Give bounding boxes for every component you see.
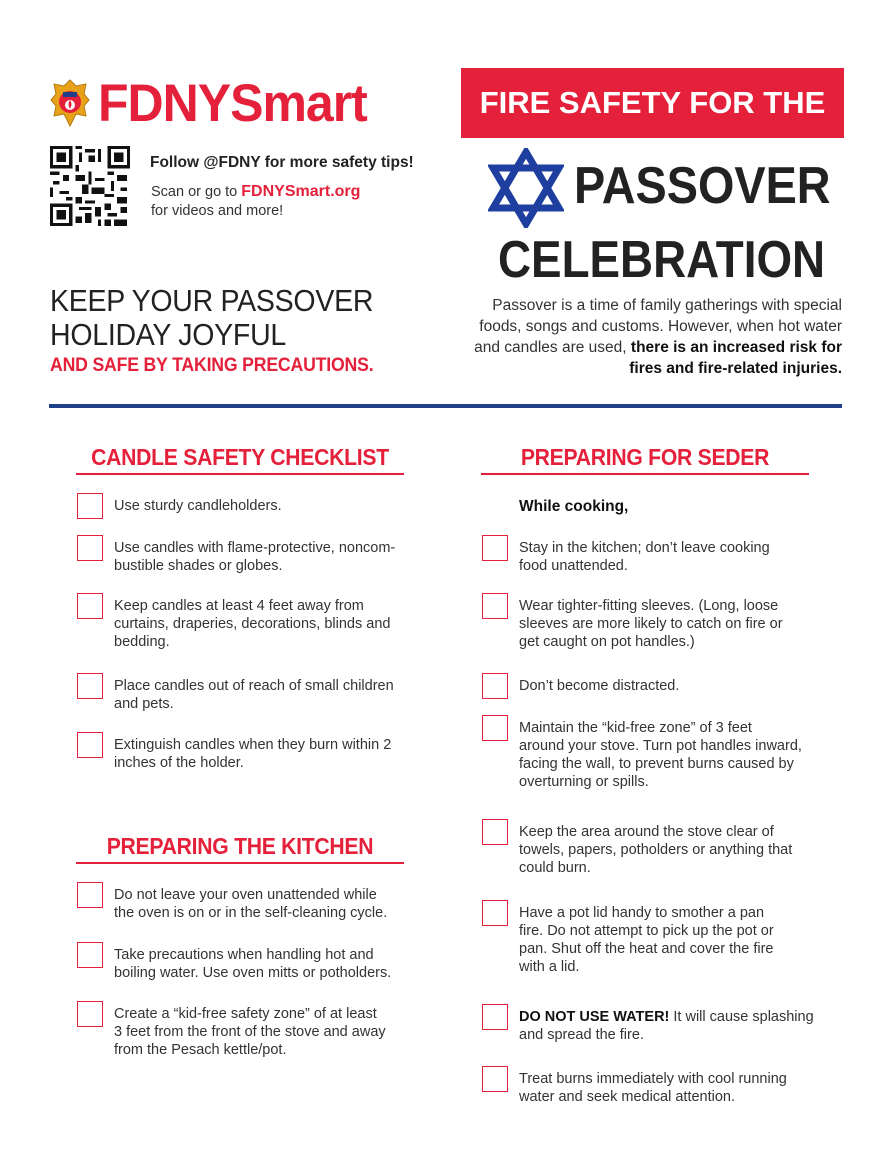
item-text: boiling water. Use oven mitts or potholders. xyxy=(114,965,392,981)
item-text: get caught on pot handles.) xyxy=(519,634,695,650)
scan-suffix: for videos and more! xyxy=(151,203,284,219)
intro-text: Passover is a time of family gatherings with special foods, songs and customs. However, when hot water and candles are used, xyxy=(474,297,842,356)
list-item xyxy=(77,539,395,575)
checkbox[interactable] xyxy=(482,1004,508,1030)
item-text: Keep candles at least 4 feet away from xyxy=(114,598,364,614)
item-text: Take precautions when handling hot and xyxy=(114,947,374,963)
item-text: around your stove. Turn pot handles inward, xyxy=(519,738,802,754)
list-item xyxy=(77,736,391,772)
item-text: bustible shades or globes. xyxy=(114,558,283,574)
list-item xyxy=(77,1005,386,1059)
list-item xyxy=(482,539,770,575)
item-text: Maintain the “kid-free zone” of 3 feet xyxy=(519,720,752,736)
list-item xyxy=(77,886,387,922)
checkbox[interactable] xyxy=(77,593,103,619)
checkbox[interactable] xyxy=(77,493,103,519)
checkbox[interactable] xyxy=(77,942,103,968)
title-passover: PASSOVER xyxy=(574,157,831,215)
qr-code-icon[interactable] xyxy=(50,146,130,226)
kitchen-heading-rule xyxy=(76,862,404,864)
keep-heading-line3: AND SAFE BY TAKING PRECAUTIONS. xyxy=(50,355,374,376)
item-text: Wear tighter-fitting sleeves. (Long, loose xyxy=(519,598,779,614)
follow-headline: Follow @FDNY for more safety tips! xyxy=(150,154,414,171)
item-text: water and seek medical attention. xyxy=(519,1089,736,1105)
section-divider xyxy=(49,404,842,408)
item-text: food unattended. xyxy=(519,558,628,574)
star-of-david-icon xyxy=(488,148,564,228)
item-text: Do not leave your oven unattended while xyxy=(114,887,377,903)
checkbox[interactable] xyxy=(482,715,508,741)
fdny-logo xyxy=(50,73,367,133)
item-text: Stay in the kitchen; don’t leave cooking xyxy=(519,540,770,556)
checkbox[interactable] xyxy=(482,1066,508,1092)
item-text: Create a “kid-free safety zone” of at least xyxy=(114,1006,377,1022)
list-item xyxy=(482,904,774,976)
seder-heading-rule xyxy=(481,473,809,475)
title-banner: FIRE SAFETY FOR THE xyxy=(461,68,844,138)
item-text: curtains, draperies, decorations, blinds and xyxy=(114,616,391,632)
item-text: facing the wall, to prevent burns caused by xyxy=(519,756,794,772)
checkbox[interactable] xyxy=(77,1001,103,1027)
fdny-badge-icon xyxy=(50,78,90,128)
item-text: overturning or spills. xyxy=(519,774,649,790)
item-text: 3 feet from the front of the stove and away xyxy=(114,1024,386,1040)
item-text-bold: DO NOT USE WATER! xyxy=(519,1009,670,1025)
scan-text xyxy=(151,182,360,221)
checkbox[interactable] xyxy=(482,673,508,699)
item-text: sleeves are more likely to catch on fire or xyxy=(519,616,783,632)
item-text: and spread the fire. xyxy=(519,1027,644,1043)
item-text: and pets. xyxy=(114,696,174,712)
item-text: with a lid. xyxy=(519,959,580,975)
checkbox[interactable] xyxy=(482,593,508,619)
item-text: Extinguish candles when they burn within 2 xyxy=(114,737,392,753)
list-item xyxy=(77,497,282,519)
list-item xyxy=(482,677,679,699)
candle-heading: CANDLE SAFETY CHECKLIST xyxy=(91,444,389,470)
item-text: Use candles with flame-protective, noncom- xyxy=(114,540,396,556)
keep-heading-line1: KEEP YOUR PASSOVER xyxy=(50,283,374,318)
website-link[interactable]: FDNYSmart.org xyxy=(241,183,361,200)
kitchen-heading: PREPARING THE KITCHEN xyxy=(106,833,374,859)
list-item xyxy=(482,597,783,651)
seder-heading: PREPARING FOR SEDER xyxy=(520,444,770,470)
item-text: the oven is on or in the self-cleaning cycle. xyxy=(114,905,388,921)
list-item xyxy=(482,719,802,791)
item-text: Have a pot lid handy to smother a pan xyxy=(519,905,765,921)
list-item xyxy=(77,946,391,982)
checkbox[interactable] xyxy=(482,535,508,561)
title-celebration: CELEBRATION xyxy=(498,231,826,289)
keep-heading xyxy=(50,284,373,352)
seder-subheading: While cooking, xyxy=(519,498,629,515)
intro-bold: there is an increased risk for fires and fire-related injuries. xyxy=(629,339,842,377)
item-text: inches of the holder. xyxy=(114,755,244,771)
item-text: Treat burns immediately with cool running xyxy=(519,1071,787,1087)
list-item xyxy=(482,1008,814,1044)
intro-paragraph xyxy=(462,295,842,379)
list-item xyxy=(77,677,394,713)
brand-name: FDNYSmart xyxy=(98,73,367,133)
scan-prefix: Scan or go to xyxy=(151,184,242,200)
item-text: Place candles out of reach of small children xyxy=(114,678,394,694)
list-item xyxy=(77,597,390,651)
item-text: bedding. xyxy=(114,634,170,650)
keep-heading-line2: HOLIDAY JOYFUL xyxy=(50,317,286,352)
item-text: fire. Do not attempt to pick up the pot or xyxy=(519,923,774,939)
item-text: Don’t become distracted. xyxy=(519,678,680,694)
item-text: It will cause splashing xyxy=(669,1009,814,1025)
candle-heading-rule xyxy=(76,473,404,475)
item-text: Keep the area around the stove clear of xyxy=(519,824,774,840)
checkbox[interactable] xyxy=(77,732,103,758)
list-item xyxy=(482,823,792,877)
checkbox[interactable] xyxy=(482,819,508,845)
checkbox[interactable] xyxy=(77,673,103,699)
checkbox[interactable] xyxy=(77,882,103,908)
item-text: from the Pesach kettle/pot. xyxy=(114,1042,287,1058)
item-text: pan. Shut off the heat and cover the fire xyxy=(519,941,774,957)
item-text: Use sturdy candleholders. xyxy=(114,498,282,514)
list-item xyxy=(482,1070,787,1106)
checkbox[interactable] xyxy=(482,900,508,926)
checkbox[interactable] xyxy=(77,535,103,561)
item-text: towels, papers, potholders or anything that xyxy=(519,842,793,858)
item-text: could burn. xyxy=(519,860,591,876)
